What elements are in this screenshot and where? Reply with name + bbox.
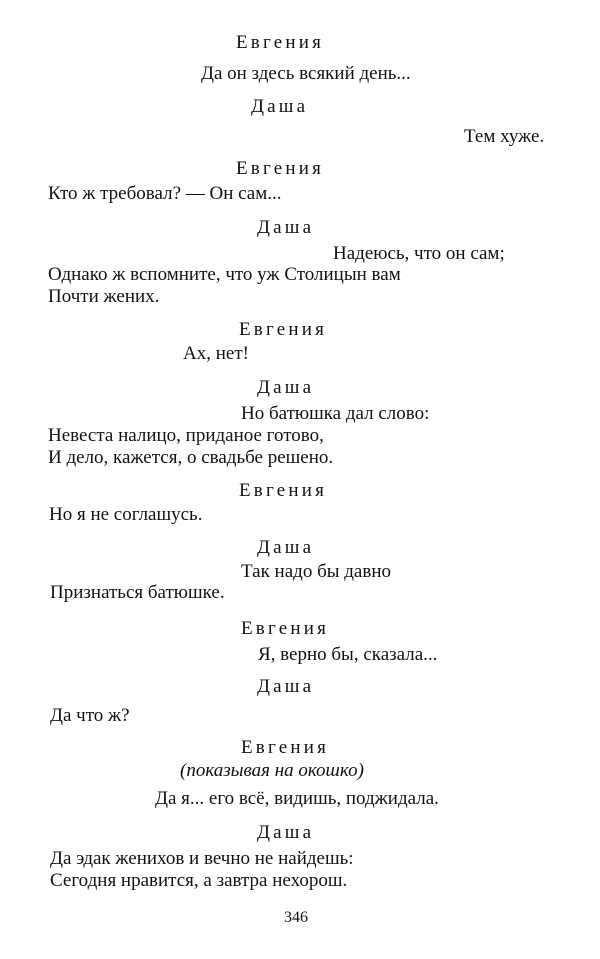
verse-line: Но я не соглашусь. <box>49 504 203 525</box>
verse-line: Да он здесь всякий день... <box>201 63 411 84</box>
speaker-name: Даша <box>257 377 315 398</box>
verse-line: Признаться батюшке. <box>50 582 225 603</box>
speaker-name: Евгения <box>239 480 328 501</box>
speaker-name: Даша <box>251 96 309 117</box>
page-number: 346 <box>284 909 308 926</box>
speaker-name: Даша <box>257 537 315 558</box>
speaker-name: Даша <box>257 676 315 697</box>
verse-line: Невеста налицо, приданое готово, <box>48 425 324 446</box>
verse-line: Кто ж требовал? — Он сам... <box>48 183 282 204</box>
verse-line: И дело, кажется, о свадьбе решено. <box>48 447 334 468</box>
speaker-name: Евгения <box>241 737 330 758</box>
verse-line: Сегодня нравится, а завтра нехорош. <box>50 870 348 891</box>
speaker-name: Даша <box>257 822 315 843</box>
verse-line: Так надо бы давно <box>241 561 391 582</box>
speaker-name: Евгения <box>236 32 325 53</box>
verse-line: Надеюсь, что он сам; <box>333 243 505 264</box>
verse-line: Я, верно бы, сказала... <box>258 644 438 665</box>
verse-line: Тем хуже. <box>464 126 545 147</box>
verse-line: Да эдак женихов и вечно не найдешь: <box>50 848 354 869</box>
speaker-name: Евгения <box>236 158 325 179</box>
speaker-name: Евгения <box>241 618 330 639</box>
verse-line: Ах, нет! <box>183 343 249 364</box>
verse-line: Да я... его всё, видишь, поджидала. <box>155 788 439 809</box>
verse-line: Но батюшка дал слово: <box>241 403 430 424</box>
verse-line: Однако ж вспомните, что уж Столицын вам <box>48 264 401 285</box>
verse-line: Да что ж? <box>50 705 130 726</box>
verse-line: Почти жених. <box>48 286 160 307</box>
speaker-name: Даша <box>257 217 315 238</box>
stage-direction: (показывая на окошко) <box>180 760 364 781</box>
speaker-name: Евгения <box>239 319 328 340</box>
